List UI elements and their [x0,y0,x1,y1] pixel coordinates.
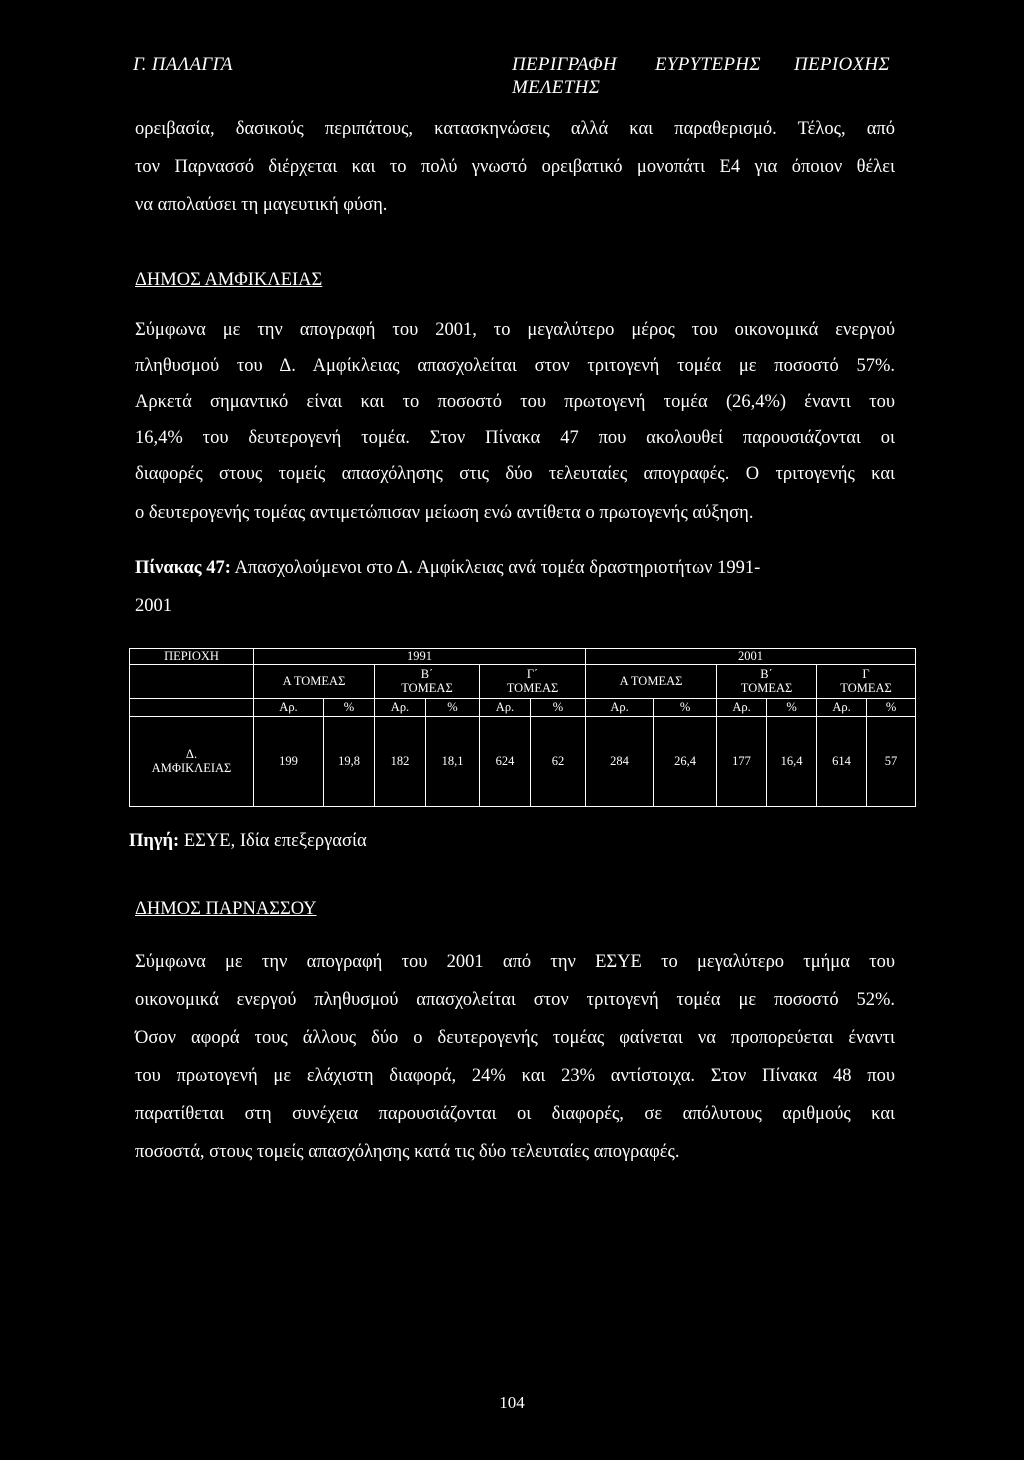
th-unit-num: Αρ. [717,699,767,717]
table-cell: 19,8 [324,717,375,807]
th-sector-a-1991: Α ΤΟΜΕΑΣ [254,665,375,699]
section1-line: πληθυσμού του Δ. Αμφίκλειας απασχολείται στον τριτογενή τομέα με ποσοστό 57%. [135,356,895,376]
th-year-1991: 1991 [254,649,586,665]
th-sector-g-1991 [480,665,586,699]
section-heading-amfikleia: ΔΗΜΟΣ ΑΜΦΙΚΛΕΙΑΣ [135,270,323,290]
section2-line: οικονομικά ενεργού πληθυσμού απασχολείται στον τριτογενή τομέα με ποσοστό 52%. [135,990,895,1010]
section2-line: Όσον αφορά τους άλλους δύο ο δευτερογενής τομέας φαίνεται να προπορεύεται έναντι [135,1028,895,1048]
table-cell: 16,4 [767,717,817,807]
intro-line: τον Παρνασσό διέρχεται και το πολύ γνωστό ορειβατικό μονοπάτι Ε4 για όποιον θέλει [135,157,895,177]
th-sector-g-2001-bottom: ΤΟΜΕΑΣ [840,680,892,695]
th-unit-pct: % [324,699,375,717]
th-sector-b-1991-top: Β΄ [420,667,434,682]
source-text: ΕΣΥΕ, Ιδία επεξεργασία [183,831,367,851]
th-unit-pct: % [531,699,586,717]
row-region-line1: Δ. [185,747,198,762]
th-region: ΠΕΡΙΟΧΗ [130,649,254,665]
table-cell: 57 [867,717,916,807]
th-unit-num: Αρ. [817,699,867,717]
source-label: Πηγή: [129,831,180,851]
table-cell: 26,4 [654,717,717,807]
section2-line: παρατίθεται στη συνέχεια παρουσιάζονται οι διαφορές, σε απόλυτους αριθμούς και [135,1104,895,1124]
table-source [129,832,367,851]
section1-line: Αρκετά σημαντικό είναι και το ποσοστό του πρωτογενή τομέα (26,4%) έναντι του [135,392,895,412]
header-title-4: ΜΕΛΕΤΗΣ [512,77,601,98]
section1-line: 16,4% του δευτερογενή τομέα. Στον Πίνακα 47 που ακολουθεί παρουσιάζονται οι [135,428,895,448]
table-cell: 18,1 [426,717,480,807]
table-cell: 182 [375,717,426,807]
table-caption-label: Πίνακας 47: [135,558,231,578]
table-cell: 624 [480,717,531,807]
table-cell: 199 [254,717,324,807]
th-unit-num: Αρ. [375,699,426,717]
header-title-3: ΠΕΡΙΟΧΗΣ [794,54,890,75]
row-region [130,717,254,807]
th-unit-num: Αρ. [586,699,654,717]
th-year-2001: 2001 [586,649,916,665]
table-cell: 177 [717,717,767,807]
row-region-line2: ΑΜΦΙΚΛΕΙΑΣ [151,760,232,775]
th-sector-g-2001 [817,665,916,699]
th-sector-g-1991-top: Γ΄ [526,667,539,682]
section-heading-parnassos: ΔΗΜΟΣ ΠΑΡΝΑΣΣΟΥ [135,899,317,919]
table-caption-text-2: 2001 [135,596,172,616]
th-unit-empty [130,699,254,717]
section1-line: ο δευτερογενής τομέας αντιμετώπισαν μείωση ενώ αντίθετα ο πρωτογενής αύξηση. [135,503,754,523]
table-caption-text: Απασχολούμενοι στο Δ. Αμφίκλειας ανά τομέα δραστηριοτήτων 1991- [234,558,761,578]
table-caption [135,559,760,578]
th-unit-pct: % [767,699,817,717]
th-sector-b-2001-top: Β΄ [760,667,773,682]
th-sector-b-1991 [375,665,480,699]
table-cell: 614 [817,717,867,807]
th-sector-g-2001-top: Γ [862,667,870,682]
section2-line: Σύμφωνα με την απογραφή του 2001 από την ΕΣΥΕ το μεγαλύτερο τμήμα του [135,952,895,972]
section1-line: Σύμφωνα με την απογραφή του 2001, το μεγαλύτερο μέρος του οικονομικά ενεργού [135,320,895,340]
th-unit-pct: % [867,699,916,717]
page-number: 104 [499,1393,525,1412]
th-sector-a-2001: Α ΤΟΜΕΑΣ [586,665,717,699]
section2-line: ποσοστά, στους τομείς απασχόλησης κατά τις δύο τελευταίες απογραφές. [135,1142,680,1162]
th-region-empty [130,665,254,699]
table-47 [129,648,916,807]
table-cell: 62 [531,717,586,807]
header-title-2: ΕΥΡΥΤΕΡΗΣ [655,54,761,75]
section2-line: του πρωτογενή με ελάχιστη διαφορά, 24% και 23% αντίστοιχα. Στον Πίνακα 48 που [135,1066,895,1086]
th-sector-g-1991-bottom: ΤΟΜΕΑΣ [506,680,559,695]
table-cell: 284 [586,717,654,807]
th-unit-pct: % [426,699,480,717]
th-sector-b-2001-bottom: ΤΟΜΕΑΣ [740,680,793,695]
section1-line: διαφορές στους τομείς απασχόλησης στις δύο τελευταίες απογραφές. Ο τριτογενής και [135,464,895,484]
th-sector-b-1991-bottom: ΤΟΜΕΑΣ [401,680,453,695]
th-sector-b-2001 [717,665,817,699]
th-unit-num: Αρ. [480,699,531,717]
th-unit-pct: % [654,699,717,717]
header-author: Γ. ΠΑΛΑΓΓΑ [133,54,233,75]
header-title-1: ΠΕΡΙΓΡΑΦΗ [512,54,617,75]
intro-line: να απολαύσει τη μαγευτική φύση. [135,195,388,215]
th-unit-num: Αρ. [254,699,324,717]
intro-line: ορειβασία, δασικούς περιπάτους, κατασκηνώσεις αλλά και παραθερισμό. Τέλος, από [135,119,895,139]
